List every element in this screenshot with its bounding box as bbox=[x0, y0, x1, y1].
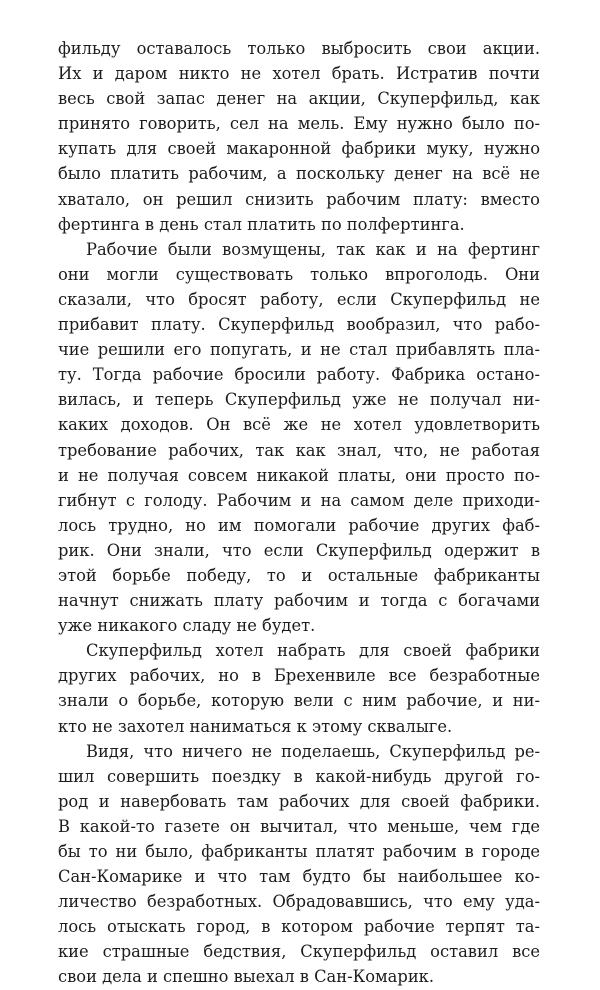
paragraph-3-line-2: других рабочих, но в Брехенвиле все безработные bbox=[58, 666, 540, 686]
paragraph-1-line-4: принято говорить, сел на мель. Ему нужно было по- bbox=[58, 114, 540, 134]
paragraph-4-line-6: Сан-Комарике и что там будто бы наибольшее ко- bbox=[58, 867, 540, 887]
paragraph-1-line-5: купать для своей макаронной фабрики муку, нужно bbox=[58, 139, 540, 159]
paragraph-3-line-3: знали о борьбе, которую вели с ним рабочие, и ни- bbox=[58, 691, 540, 711]
paragraph-2-line-14: этой борьбе победу, то и остальные фабриканты bbox=[58, 565, 540, 585]
paragraph-1-line-8: фертинга в день стал платить по полфертинга. bbox=[58, 214, 465, 234]
paragraph-2-line-15: начнут снижать плату рабочим и тогда с богачами bbox=[58, 591, 540, 611]
paragraph-4-line-2: шил совершить поездку в какой-нибудь другой го- bbox=[58, 766, 540, 786]
paragraph-2-line-5: чие решили его попугать, и не стал прибавлять пла- bbox=[58, 340, 540, 360]
paragraph-3-line-1: Скуперфильд хотел набрать для своей фабрики bbox=[86, 641, 540, 661]
paragraph-1-line-3: весь свой запас денег на акции, Скуперфильд, как bbox=[58, 89, 540, 109]
paragraph-1-line-7: хватало, он решил снизить рабочим плату: вместо bbox=[58, 189, 540, 209]
paragraph-3-line-4: кто не захотел наниматься к этому сквалыге. bbox=[58, 716, 453, 736]
paragraph-2-line-9: требование рабочих, так как знал, что, не работая bbox=[58, 440, 540, 460]
paragraph-1-line-1: фильду оставалось только выбросить свои акции. bbox=[58, 39, 540, 58]
paragraph-2-line-10: и не получая совсем никакой платы, они просто по- bbox=[58, 465, 540, 485]
paragraph-2-line-8: каких доходов. Он всё же не хотел удовлетворить bbox=[58, 415, 540, 435]
paragraph-4-line-10: свои дела и спешно выехал в Сан-Комарик. bbox=[58, 967, 435, 987]
paragraph-2-line-1: Рабочие были возмущены, так как и на фертинг bbox=[86, 239, 540, 259]
paragraph-2-line-13: рик. Они знали, что если Скуперфильд одержит в bbox=[58, 540, 540, 560]
paragraph-2-line-7: вилась, и теперь Скуперфильд уже не получал ни- bbox=[58, 390, 540, 410]
paragraph-1-line-2: Их и даром никто не хотел брать. Истратив почти bbox=[58, 64, 540, 84]
paragraph-4-line-3: род и навербовать там рабочих для своей фабрики. bbox=[58, 791, 540, 811]
paragraph-4-line-8: лось отыскать город, в котором рабочие терпят та- bbox=[58, 917, 540, 937]
paragraph-2-line-11: гибнут с голоду. Рабочим и на самом деле приходи- bbox=[58, 490, 540, 510]
paragraph-4-line-5: бы то ни было, фабриканты платят рабочим в городе bbox=[58, 842, 540, 861]
paragraph-4-line-4: В какой-то газете он вычитал, что меньше, чем где bbox=[58, 816, 540, 836]
paragraph-4-line-7: личество безработных. Обрадовавшись, что ему уда- bbox=[58, 892, 540, 912]
paragraph-2-line-4: прибавит плату. Скуперфильд вообразил, что рабо- bbox=[58, 315, 540, 335]
paragraph-1-line-6: было платить рабочим, а поскольку денег на всё не bbox=[58, 164, 540, 184]
paragraph-2-line-12: лось трудно, но им помогали рабочие других фаб- bbox=[58, 515, 540, 535]
page-text bbox=[58, 36, 540, 990]
paragraph-4-line-9: кие страшные бедствия, Скуперфильд оставил все bbox=[58, 942, 540, 962]
paragraph-2-line-16: уже никакого сладу не будет. bbox=[58, 616, 316, 636]
paragraph-2-line-6: ту. Тогда рабочие бросили работу. Фабрика остано- bbox=[58, 365, 540, 385]
paragraph-2-line-3: сказали, что бросят работу, если Скуперфильд не bbox=[58, 289, 540, 309]
paragraph-4-line-1: Видя, что ничего не поделаешь, Скуперфильд ре- bbox=[86, 741, 540, 761]
paragraph-2-line-2: они могли существовать только впроголодь. Они bbox=[58, 264, 540, 284]
